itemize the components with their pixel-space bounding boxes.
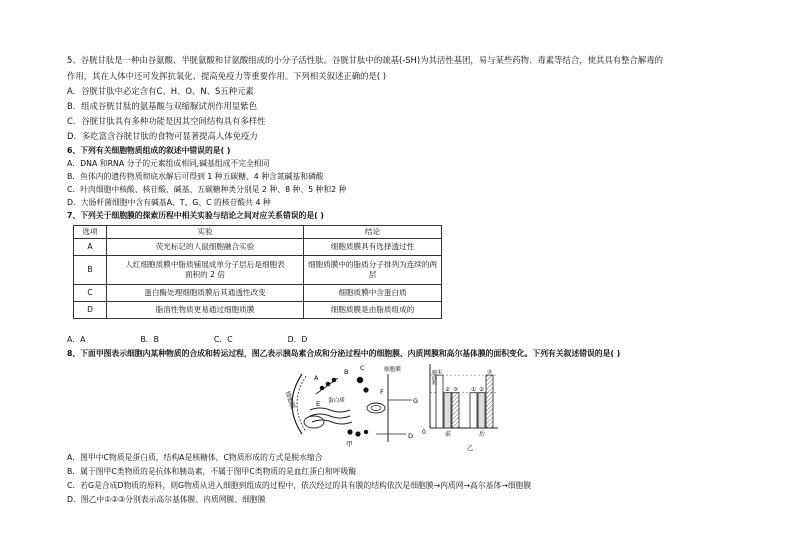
fig-jia-label-protein: 蛋白质 bbox=[328, 398, 345, 404]
q7-header-conclusion: 结论 bbox=[304, 226, 442, 239]
golgi-inner bbox=[371, 406, 381, 411]
q6-option-c: C．叶肉细胞中核酸、核苷酸、碱基、五碳糖种类分别是 2 种、8 种、5 种和2 种 bbox=[67, 185, 347, 194]
q7-answer-b: B．B bbox=[140, 335, 159, 344]
figure-jia-cell-diagram bbox=[280, 360, 420, 448]
mrna-strand bbox=[316, 378, 338, 394]
q8-option-b: B．属于图甲C类物质的是抗体和胰岛素，不属于图甲C类物质的是血红蛋白和呼吸酶 bbox=[67, 467, 357, 476]
er-membrane-1 bbox=[310, 408, 350, 412]
y-axis-label: 膜面积 bbox=[431, 370, 437, 385]
q7-row-b-experiment-line2: 面积的 2 倍 bbox=[184, 270, 226, 279]
q7-row-b-conclusion-line2: 层 bbox=[368, 270, 377, 279]
fig-jia-label-b: B bbox=[344, 368, 349, 376]
q5-stem-line1: 5、谷胱甘肽是一种由谷氨酸、半胱氨酸和甘氨酸组成的小分子活性肽。谷胱甘肽中的巯基(-SH)为其活性基团，易与某些药物、毒素等结合，使其具有整合解毒的 bbox=[67, 55, 663, 65]
fig-jia-caption: 甲 bbox=[346, 440, 353, 448]
q7-answer-d: D．D bbox=[287, 335, 308, 344]
q7-row-d-experiment: 脂溶性物质更易通过细胞质膜 bbox=[107, 302, 304, 319]
q7-row-b-conclusion-line1: 细胞质膜中的脂质分子排列为连续的两 bbox=[307, 260, 438, 269]
q6-option-a: A．DNA 和RNA 分子的元素组成相同,碱基组成不完全相同 bbox=[67, 159, 270, 168]
fig-jia-label-d: D bbox=[408, 432, 414, 440]
origin-label: 0 bbox=[422, 429, 426, 436]
q8-option-d: D．图乙中①②③分别表示高尔基体膜、内质网膜、细胞膜 bbox=[67, 495, 266, 504]
q7-row-a-conclusion: 细胞质膜具有选择透过性 bbox=[304, 239, 442, 256]
bar-1-2 bbox=[470, 393, 477, 428]
q7-row-a-option: A bbox=[74, 239, 107, 256]
q7-row-b-conclusion bbox=[304, 256, 442, 285]
q7-row-c-experiment: 蛋白酶处理细胞质膜后其通透性改变 bbox=[107, 285, 304, 302]
x-tick-label: 前 bbox=[444, 431, 452, 438]
q7-row-b-experiment-line1: 人红细胞质膜中脂质铺展成单分子层后是细胞表 bbox=[125, 260, 285, 269]
table-row bbox=[74, 239, 442, 256]
protein-granule bbox=[355, 431, 360, 436]
q7-row-c-conclusion: 细胞质膜中含蛋白质 bbox=[304, 285, 442, 302]
bar-label: ① bbox=[471, 387, 476, 394]
q6-stem: 6、下列有关细胞物质组成的叙述中错误的是( ) bbox=[67, 146, 231, 155]
q5-option-b: B．组成谷胱甘肽的氨基酸与双缩脲试剂作用显紫色 bbox=[67, 101, 257, 111]
figure-yi-bar-chart bbox=[418, 360, 508, 452]
q7-header-row bbox=[74, 226, 442, 239]
bar-label: ③ bbox=[487, 369, 492, 376]
q8-option-c: C．若G是合成D物质的原料，则G物质从进入细胞到组成的过程中，依次经过的具有膜的结构依次是细胞膜→内质网→高尔基体→细胞膜 bbox=[67, 481, 532, 490]
fig-jia-label-cell-membrane: 细胞膜 bbox=[384, 367, 401, 373]
q7-row-b-option: B bbox=[74, 256, 107, 285]
fig-jia-label-f: F bbox=[380, 388, 384, 396]
fig-jia-label-g: G bbox=[413, 397, 419, 405]
bar-label: ③ bbox=[453, 387, 458, 394]
bar-3-2 bbox=[486, 375, 493, 428]
bar-2-2 bbox=[478, 393, 485, 428]
fig-yi-caption: 乙 bbox=[466, 444, 474, 452]
fig-jia-label-c: C bbox=[360, 364, 365, 372]
q6-option-b: B．鱼体内的遗传物质彻底水解后可得到 1 种五碳糖、4 种含氮碱基和磷酸 bbox=[67, 172, 324, 181]
q7-row-a-experiment: 荧光标记的人鼠细胞融合实验 bbox=[107, 239, 304, 256]
q7-row-c-option: C bbox=[74, 285, 107, 302]
er-membrane-3 bbox=[312, 420, 352, 424]
q5-option-a: A．谷胱甘肽中必定含有C、H、O、N、S五种元素 bbox=[67, 86, 254, 96]
bar-label: ② bbox=[445, 387, 450, 394]
q7-answers bbox=[67, 334, 307, 345]
bar-3-1 bbox=[452, 393, 459, 428]
q5-stem-line2: 作用，其在人体中还可发挥抗氧化、提高免疫力等重要作用。下列相关叙述正确的是( ) bbox=[67, 71, 387, 81]
q7-answer-c: C．C bbox=[213, 335, 233, 344]
q7-table bbox=[73, 225, 442, 319]
nucleus-shape bbox=[304, 416, 324, 428]
q6-option-d: D．大肠杆菌细胞中含有碱基A、T、G、C 的核苷酸共 4 种 bbox=[67, 198, 271, 207]
q8-option-a: A．图甲中C物质是蛋白质，结构A是核糖体，C物质形成的方式是脱水缩合 bbox=[67, 453, 323, 462]
q7-header-experiment: 实验 bbox=[107, 226, 304, 239]
protein-granule bbox=[357, 377, 363, 383]
x-tick-label: 后 bbox=[478, 431, 486, 438]
q7-row-d-conclusion: 细胞质膜是由脂质组成的 bbox=[304, 302, 442, 319]
chart-bars bbox=[436, 375, 493, 428]
bar-label: ② bbox=[479, 387, 484, 394]
table-row bbox=[74, 302, 442, 319]
q7-row-d-option: D bbox=[74, 302, 107, 319]
q7-header-option: 选项 bbox=[74, 226, 107, 239]
q7-stem: 7、下列关于细胞膜的探索历程中相关实验与结论之间对应关系错误的是( ) bbox=[67, 211, 324, 220]
bar-label: ① bbox=[437, 369, 442, 376]
table-row bbox=[74, 256, 442, 285]
q7-answer-a: A．A bbox=[67, 335, 86, 344]
protein-granule bbox=[364, 430, 368, 434]
protein-granule bbox=[363, 387, 368, 392]
q7-row-b-experiment bbox=[107, 256, 304, 285]
q5-option-c: C．谷胱甘肽具有多种功能是因其空间结构具有多样性 bbox=[67, 116, 266, 126]
bar-2-1 bbox=[444, 393, 451, 428]
fig-jia-label-a: A bbox=[314, 374, 319, 382]
protein-granule bbox=[347, 429, 352, 434]
q5-option-d: D．多吃富含谷胱甘肽的食物可显著提高人体免疫力 bbox=[67, 131, 258, 141]
golgi-shape bbox=[367, 403, 385, 413]
bar-1-1 bbox=[436, 375, 443, 428]
fig-jia-label-membrane: 细胞膜 bbox=[283, 390, 297, 410]
table-row bbox=[74, 285, 442, 302]
q8-stem: 8、下面甲图表示细胞内某种物质的合成和转运过程，图乙表示胰岛素合成和分泌过程中的细胞膜、内质网膜和高尔基体膜的面积变化。下列有关叙述错误的是( ) bbox=[67, 349, 621, 358]
fig-jia-label-e: E bbox=[316, 400, 321, 408]
